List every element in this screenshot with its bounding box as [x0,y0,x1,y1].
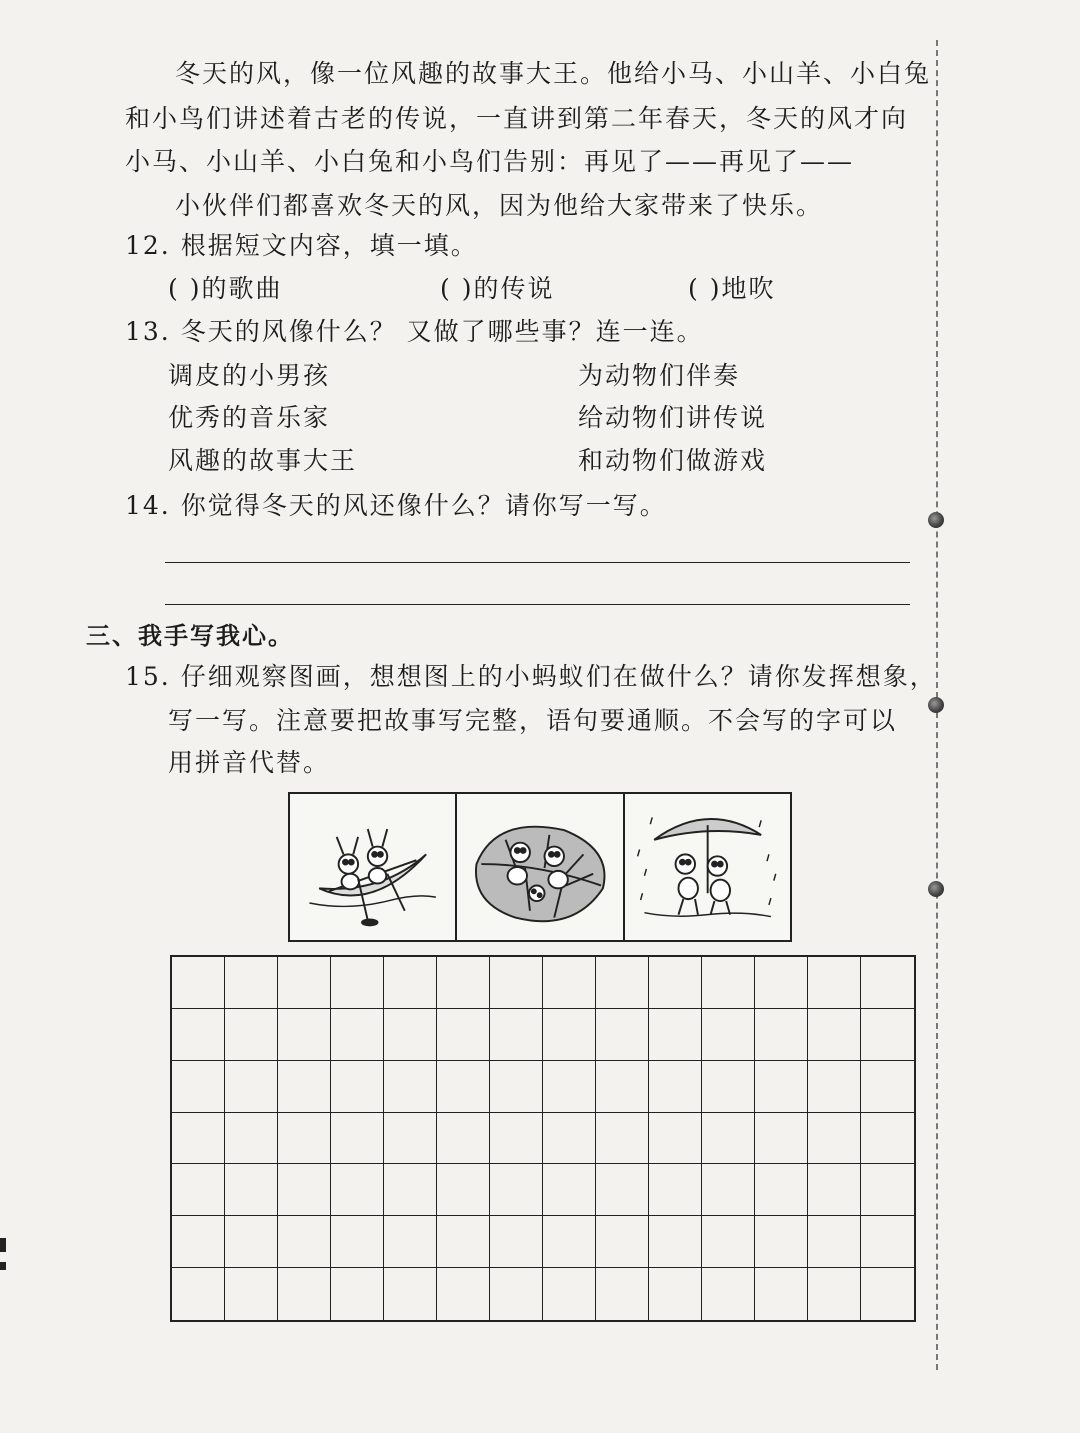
grid-cell[interactable] [596,957,649,1009]
ants-boating-on-leaf-icon [290,794,457,940]
grid-cell[interactable] [384,1164,437,1216]
q14-answer-line[interactable] [165,562,910,563]
grid-cell[interactable] [437,1268,490,1320]
grid-cell[interactable] [384,1009,437,1061]
grid-cell[interactable] [596,1113,649,1165]
grid-cell[interactable] [649,1164,702,1216]
grid-cell[interactable] [437,1113,490,1165]
grid-cell[interactable] [331,1268,384,1320]
grid-cell[interactable] [490,1268,543,1320]
grid-cell[interactable] [225,1061,278,1113]
grid-cell[interactable] [649,957,702,1009]
grid-cell[interactable] [278,1164,331,1216]
grid-cell[interactable] [172,1268,225,1320]
grid-cell[interactable] [861,1268,914,1320]
grid-cell[interactable] [543,1061,596,1113]
grid-cell[interactable] [490,1113,543,1165]
q12-blank-1[interactable]: ( )的歌曲 [168,274,283,303]
grid-cell[interactable] [596,1009,649,1061]
grid-cell[interactable] [331,1164,384,1216]
grid-cell[interactable] [490,1216,543,1268]
q12-prompt: 12. 根据短文内容，填一填。 [125,231,478,260]
writing-grid[interactable] [170,955,916,1322]
grid-cell[interactable] [225,1164,278,1216]
grid-cell[interactable] [490,957,543,1009]
grid-cell[interactable] [384,1113,437,1165]
grid-cell[interactable] [755,1164,808,1216]
grid-cell[interactable] [808,1009,861,1061]
grid-cell[interactable] [649,1216,702,1268]
edge-scan-mark [0,1262,6,1270]
section3-heading: 三、我手写我心。 [86,622,294,650]
grid-cell[interactable] [861,1216,914,1268]
grid-cell[interactable] [384,1216,437,1268]
grid-cell[interactable] [596,1268,649,1320]
grid-cell[interactable] [331,1113,384,1165]
grid-cell[interactable] [490,1061,543,1113]
grid-cell[interactable] [755,1216,808,1268]
grid-cell[interactable] [755,957,808,1009]
grid-cell[interactable] [225,1009,278,1061]
grid-cell[interactable] [649,1113,702,1165]
grid-cell[interactable] [331,1061,384,1113]
grid-cell[interactable] [384,957,437,1009]
grid-cell[interactable] [437,1061,490,1113]
grid-cell[interactable] [543,1216,596,1268]
q13-right-item[interactable]: 为动物们伴奏 [578,361,741,390]
grid-cell[interactable] [278,1113,331,1165]
grid-cell[interactable] [596,1164,649,1216]
grid-cell[interactable] [490,1164,543,1216]
grid-cell[interactable] [755,1061,808,1113]
grid-cell[interactable] [437,1216,490,1268]
grid-cell[interactable] [755,1009,808,1061]
q13-prompt: 13. 冬天的风像什么？ 又做了哪些事？连一连。 [125,317,704,346]
grid-cell[interactable] [278,1009,331,1061]
grid-cell[interactable] [172,1164,225,1216]
grid-cell[interactable] [543,1164,596,1216]
grid-cell[interactable] [808,1164,861,1216]
grid-cell[interactable] [331,1009,384,1061]
grid-cell[interactable] [702,1009,755,1061]
grid-cell[interactable] [702,957,755,1009]
grid-cell[interactable] [649,1061,702,1113]
grid-cell[interactable] [543,957,596,1009]
grid-cell[interactable] [490,1009,543,1061]
picture-strip [288,792,792,942]
grid-cell[interactable] [437,957,490,1009]
grid-cell[interactable] [861,1009,914,1061]
grid-cell[interactable] [278,1216,331,1268]
q15-line1: 15. 仔细观察图画，想想图上的小蚂蚁们在做什么？请你发挥想象， [125,662,937,691]
grid-cell[interactable] [702,1061,755,1113]
grid-cell[interactable] [861,1164,914,1216]
q13-left-item[interactable]: 风趣的故事大王 [168,446,358,475]
grid-cell[interactable] [596,1061,649,1113]
q15-line2: 写一写。注意要把故事写完整，语句要通顺。不会写的字可以 [168,706,898,735]
grid-cell[interactable] [543,1113,596,1165]
passage-para2: 小伙伴们都喜欢冬天的风，因为他给大家带来了快乐。 [175,191,824,220]
passage-para1-line2: 和小鸟们讲述着古老的传说，一直讲到第二年春天，冬天的风才向 [125,104,909,133]
grid-cell[interactable] [278,1061,331,1113]
grid-cell[interactable] [808,957,861,1009]
grid-cell[interactable] [702,1113,755,1165]
grid-cell[interactable] [543,1009,596,1061]
grid-cell[interactable] [755,1113,808,1165]
grid-cell[interactable] [331,1216,384,1268]
grid-cell[interactable] [755,1268,808,1320]
grid-cell[interactable] [808,1216,861,1268]
grid-cell[interactable] [225,957,278,1009]
grid-cell[interactable] [172,1113,225,1165]
grid-cell[interactable] [861,1113,914,1165]
q14-prompt: 14. 你觉得冬天的风还像什么？请你写一写。 [125,491,667,520]
grid-cell[interactable] [861,1061,914,1113]
grid-cell[interactable] [437,1009,490,1061]
grid-cell[interactable] [278,1268,331,1320]
grid-cell[interactable] [702,1216,755,1268]
grid-cell[interactable] [225,1113,278,1165]
grid-cell[interactable] [384,1268,437,1320]
grid-cell[interactable] [225,1268,278,1320]
grid-cell[interactable] [808,1061,861,1113]
ants-under-leaf-umbrella-in-rain-icon [625,794,790,940]
grid-cell[interactable] [808,1268,861,1320]
grid-cell[interactable] [437,1164,490,1216]
grid-cell[interactable] [649,1268,702,1320]
binding-hole-icon [928,512,944,528]
passage-para1-line3: 小马、小山羊、小白兔和小鸟们告别：再见了——再见了—— [125,147,855,176]
q13-left-item[interactable]: 调皮的小男孩 [168,361,331,390]
grid-cell[interactable] [172,1216,225,1268]
passage-para1-line1: 冬天的风，像一位风趣的故事大王。他给小马、小山羊、小白兔 [175,59,932,88]
grid-cell[interactable] [702,1268,755,1320]
grid-cell[interactable] [172,1061,225,1113]
q13-right-item[interactable]: 和动物们做游戏 [578,446,768,475]
grid-cell[interactable] [172,957,225,1009]
q15-line3: 用拼音代替。 [168,748,331,777]
grid-cell[interactable] [702,1164,755,1216]
grid-cell[interactable] [861,957,914,1009]
grid-cell[interactable] [384,1061,437,1113]
q12-blank-2[interactable]: ( )的传说 [440,274,555,303]
q13-left-item[interactable]: 优秀的音乐家 [168,403,331,432]
grid-cell[interactable] [596,1216,649,1268]
grid-cell[interactable] [225,1216,278,1268]
binding-hole-icon [928,881,944,897]
q12-blank-3[interactable]: ( )地吹 [688,274,776,303]
grid-cell[interactable] [543,1268,596,1320]
q13-right-item[interactable]: 给动物们讲传说 [578,403,768,432]
grid-cell[interactable] [331,957,384,1009]
grid-cell[interactable] [808,1113,861,1165]
q14-answer-line[interactable] [165,604,910,605]
ants-on-leaf-icon [457,794,624,940]
grid-cell[interactable] [278,957,331,1009]
edge-scan-mark [0,1238,6,1252]
grid-cell[interactable] [649,1009,702,1061]
grid-cell[interactable] [172,1009,225,1061]
binding-hole-icon [928,697,944,713]
